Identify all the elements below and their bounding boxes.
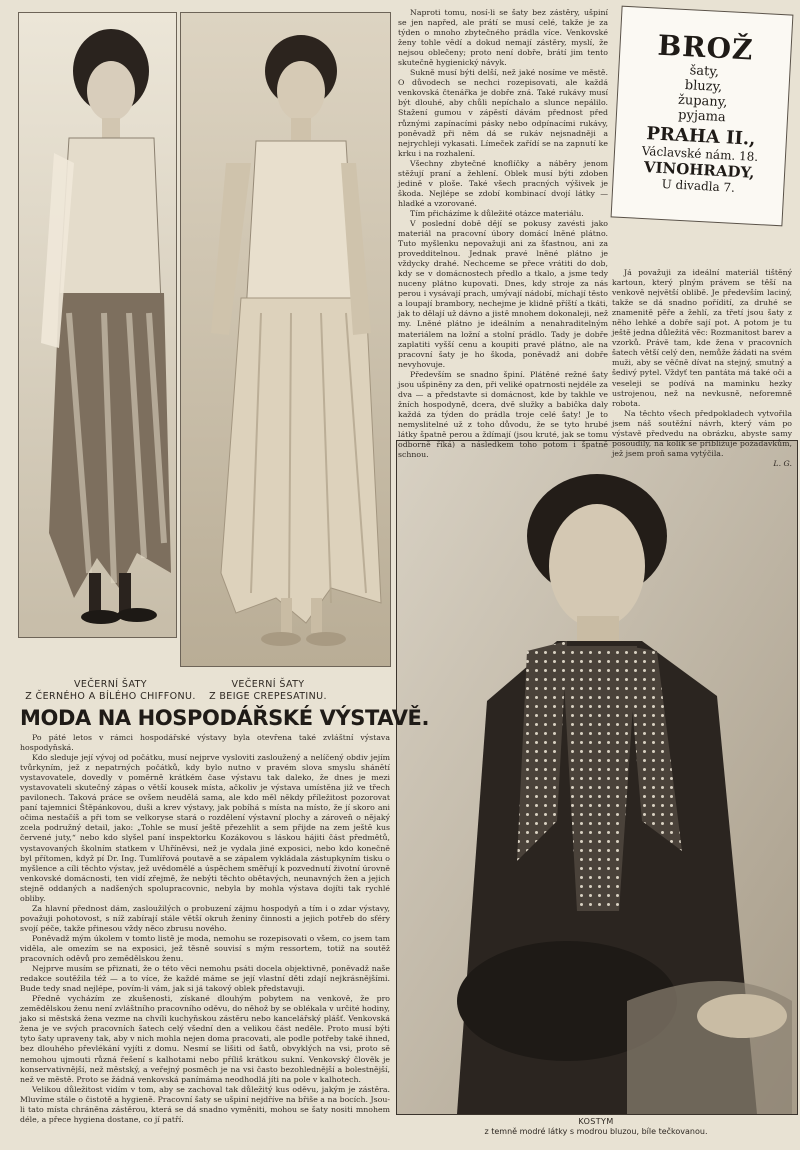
ad-street: Václavské nám. 18. (641, 143, 759, 164)
photo-evening-dress-chiffon (18, 12, 177, 638)
article-column-1 (20, 733, 390, 1148)
figure-woman-chiffon-dress (19, 13, 176, 637)
ad-address2: U divadla 7. (661, 176, 736, 195)
col2-paragraph: Sukně musí býti delší, než jaké nosíme ve městě. O důvodech se nechci rozepisovati, ale každá venkovská čtenářka je dobře zná. Také rukávy musí být dlouhé, aby chůli nepíchalo a slunce nepálilo. Stažení gumou v zápěstí dávám přednost před různými zapínacími pásky nebo odpínacími rukávy, poněvadž při něm dá se rukáv nejsnadněji a nejrychleji vykasati. Límeček zařídí se na zapnutí ke krku i na rozhalení. (398, 68, 608, 158)
article-column-2 (398, 8, 609, 460)
caption-chiffon-line1: VEČERNÍ ŠATY (73, 679, 148, 690)
col1-paragraph: Předně vycházím ze zkušenosti, získané dlouhým pobytem na venkově, že pro zemědělskou ženu není zvláštního pracovního oděvu, do něhož by se oblékala v určité hodiny, jako si městská žena vezme na chvíli kuchyňskou zástěru nebo kancelářský plášť. Venkovská žena je ve svých pracovních šatech celý všední den a velikou část neděle. Proto musí býti tyto šaty upraveny tak, aby v nich mohla nejen doma pracovati, ale podle potřeby také ihned, bez dlouhého převlékání vyjíti z domu. Nesmí se lišiti od šatů, obvyklých na vsi, proto sě nemohou ujmouti různá řešení s kalhotami nebo příliš krátkou sukní. Venkovský člověk je konservativnější, než městský, a veřejný posměch je na vsi často bezohlednější a bolestnější, než ve městě. Proto se žádná venkovská panímáma neodhodlá jíti na pole v kalhotech. (20, 994, 390, 1084)
article-title: MODA NA HOSPODÁŘSKÉ VÝSTAVĚ. (20, 706, 430, 730)
col2-paragraph: Všechny zbytečné knoflíčky a náběry jenom stěžují praní a žehlení. Oblek musí býti zdoben jedině v ploše. Také všech pracných výšivek je škoda. Nejlépe se zdobí kombinací dvojí látky — hladké a vzorované. (398, 158, 608, 208)
col2-paragraph: Naproti tomu, nosí-li se šaty bez zástěry, ušpiní se jen napřed, ale prátí se musí celé, takže je za týden o mnoho zbytečného prádla více. Venkovské ženy tohle vědí a dokud nemají zástěry, myslí, že nejsou oblečeny; proto není dobře, brátí jim tento skutečně hygienický návyk. (398, 8, 608, 68)
caption-crepesatin-dress (198, 679, 338, 703)
col2-paragraph: Tím přicházíme k důležité otázce materiálu. (410, 208, 584, 218)
advertisement-broz (611, 6, 794, 227)
ad-city: PRAHA II., (645, 123, 756, 150)
col1-paragraph: Kdo sleduje její vývoj od počátku, musí nejprve vysloviti zasloužený a nelíčený obdiv jejím tvůrkyním, jež z nepatrných počátků, kdy bylo nutno v pravém slova smyslu shánětí vystavovatele, dovedly v poměrně krátkém čase výstavu tak daleko, že dnes je mezi vystavovateli skutečný zápas o větší kousek místa, ačkoliv je výstava umístěna již ve třech pavilonech. Taková práce se ovšem neudělá sama, ale kdo měl někdy příležitost pozorovat paní tajemnici Štěpánkovou, duši a krev výstavy, jak pobíhá s místa na místo, že jí skoro ani očima nestačíš a při tom se velkoryse stará o rozdělení výstavní plochy a zároveň o nějaký zcela podružný detail, jako: „Tohle se musí ještě přezehlit a sem přijde na zem ještě kus červené juty,“ nebo kdo slyšel paní inspektorku Kozákovou s láskou hájiti část předmětů, vystavovaných školním statkem v Uhříněvsi, než je vydala jiné exposici, nebo kdo konečně byl přítomen, když pí Dr. Ing. Tumlířová poutavě a se zápalem vykládala zástupkyním tisku o myšlence a cíli těchto výstav, jež uvědomělé a úspěchem směřují k pozvednutí životní úrovně venkovské domácnosti, ten vidí zřejmě, že nebýti těchto obětavých, neunavných žen a jejich stejně oddaných a nadšených spolupracovnic, nebyla by mohla výstava dojíti tak rychlé obliby. (20, 753, 390, 903)
col1-paragraph: Nejprve musím se přiznati, že o této věci nemohu psáti docela objektivně, poněvadž naše redakce soutěžila též — a to více, že každé máme se její vlastní děti zdají nejkrásnějšími. Bude tedy snad nejlépe, povím-li vám, jak si já takový oblek představuji. (20, 964, 390, 994)
ad-brand: BROŽ (656, 28, 755, 67)
caption-chiffon-line2: Z ČERNÉHO A BÍLÉHO CHIFFONU. (25, 691, 196, 702)
caption-costume-line2: z temně modré látky s modrou bluzou, bíle tečkovanou. (484, 1127, 708, 1136)
figure-woman-costume (397, 441, 797, 1114)
col2-paragraph: Především se snadno špiní. Plátěné režné šaty jsou ušpiněny za den, při veliké opatrnosti nejdéle za dva — a představte si domácnost, kde by takhle ve žních hospodyně, dcera, dvě služky a babička daly každá za týden do prádla troje celé šaty! Je to nemyslitelné už z toho důvodu, že se tyto hrubé látky špatně perou a ždímají (jsou kruté, jak se tomu odborně říká) a následkem toho potom i špatně schnou. (398, 369, 609, 460)
caption-costume-line1: KOSTYM (578, 1117, 614, 1126)
article-column-3 (612, 268, 792, 468)
ad-product-1: šaty, (689, 63, 720, 80)
caption-crepesatin-line2: Z BEIGE CREPESATINU. (209, 691, 327, 702)
caption-crepesatin-line1: VEČERNÍ ŠATY (231, 679, 305, 690)
col3-paragraph: Já považuji za ideální materiál tištěný kartoun, který plným právem se těší na venkově největší oblibě. Je především laciný, takže se dá snadno pořídití, za druhé se znamenitě pěře a žehlí, za třetí jsou šaty z něho lehké a dobře sají pot. A potom je tu ještě jedna důležitá věc: Rozmanitost barev a vzorků. Právě tam, kde žena v pracovních šatech větší celý den, nemůže žádati na svém muži, aby se věčně dívat na stejný, smutný a šedivý pytel. Vždyť ten pantáta má také oči a veseleji se podívá na maminku hezky ustrojenou, než na nevkusně, neforemně robota. (612, 268, 792, 408)
col1-paragraph: Velikou důležitost vidím v tom, aby se zachoval tak důležitý kus oděvu, jakým je zástěra. Mluvíme stále o čistotě a hygieně. Pracovní šaty se ušpiní nejdříve na břiše a na bocích. Jsou-li tato místa chráněna zástěrou, která se dá snadno vyměniti, mohou se šaty nositi mnohem déle, a přece hygiena dostane, co jí patří. (20, 1084, 390, 1124)
col1-paragraph: Poněvadž mým úkolem v tomto listě je moda, nemohu se rozepisovati o všem, co jsem tam viděla, ale omezím se na exposici, jež těsně souvisí s mým ressortem, totiž na soutěž pracovních oděvů pro zemědělskou ženu. (20, 933, 390, 964)
ad-product-3: župany, (677, 92, 728, 111)
article-signature: L. G. (773, 458, 792, 468)
caption-chiffon-dress (18, 679, 203, 703)
col1-paragraph: Po páté letos v rámci hospodářské výstavy byla otevřena také zvláštní výstava hospodyňská. (20, 733, 390, 753)
ad-district: VINOHRADY, (643, 158, 755, 182)
ad-product-2: bluzy, (684, 78, 723, 96)
col2-paragraph: V poslední době dějí se pokusy zavésti jako materiál na pracovní úbory domácí lněné plátno. Tuto myšlenku nepovažuji ani za šťastnou, ani za provedditelnou. Jednak pravé lněné plátno je vždycky drahé. Nechceme se přece vrátiti do dob, kdy se v domácnostech předlo a tkalo, a jsme tedy nuceny plátno kupovati. Dnes, kdy stroje za nás perou i vysávají prach, umývají nádobí, míchají těsto a loupají brambory, nechejme je klidně příští a tkáti, jak to dělají už dávno a jistě mnohem dokonaleji, než my. Lněné plátno je ideálním a nenahraditelným materiálem na ložní a stolní prádlo. Tady je dobře zaplatiti vyšší cenu a koupiti pravé plátno, ale na pracovní šaty je ho škoda, poněvadž ani dobře nevyhovuje. (398, 218, 608, 369)
col3-paragraph: Na těchto všech předpokladech vytvořila jsem náš soutěžní návrh, který vám po výstavě předvedu na obrázku, abyste samy posoudily, na kolik se přibližuje požadavkům, jež jsem proň sama vytýčila. (612, 408, 792, 458)
caption-costume (426, 1117, 766, 1137)
photo-costume-portrait (396, 440, 798, 1115)
col1-paragraph: Za hlavní přednost dám, zasloužilých o probuzení zájmu hospodyň a tím i o zdar výstavy, považuji pohotovost, s níž zabírají stále větší okruh ženiny činnosti a jejich potřeb do sféry svojí péče, takže přinesou vždy něco zbrusu nového. (20, 903, 390, 933)
figure-woman-beige-dress (181, 13, 390, 666)
ad-product-4: pyjama (677, 107, 727, 126)
photo-evening-dress-crepesatin (180, 12, 391, 667)
